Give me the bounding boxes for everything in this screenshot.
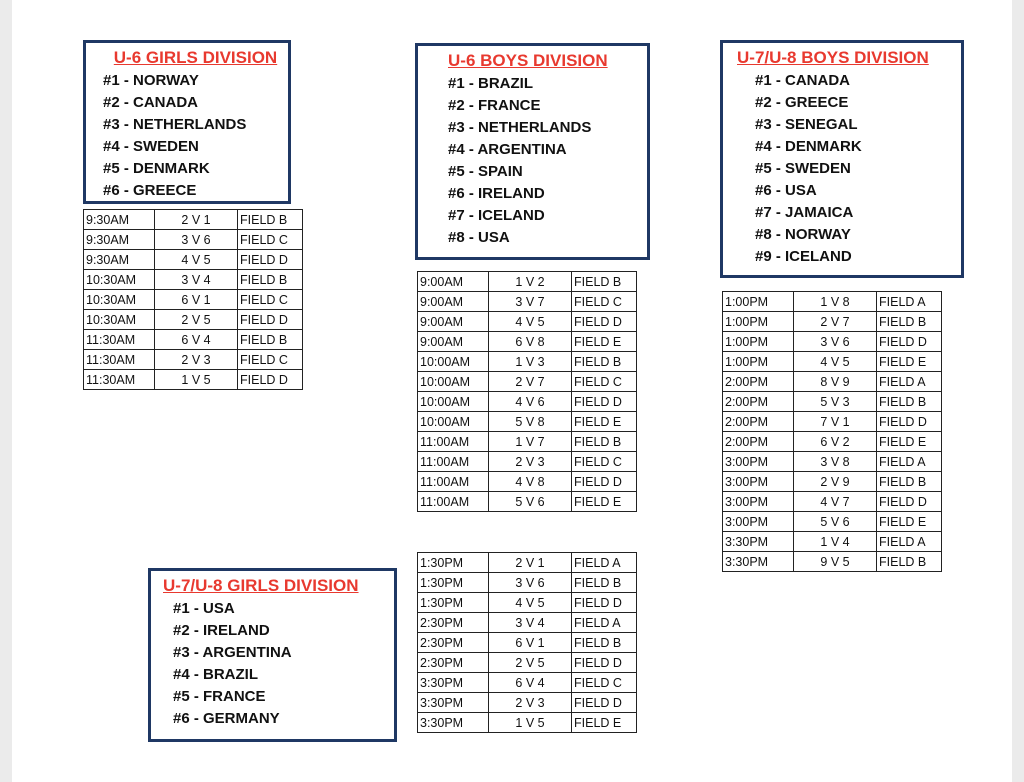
team-entry: #1 - CANADA — [755, 72, 851, 89]
field-cell: FIELD D — [238, 310, 303, 330]
game-time-cell: 3:30PM — [418, 673, 489, 693]
game-time-cell: 9:30AM — [84, 230, 155, 250]
game-time-cell: 2:00PM — [723, 392, 794, 412]
matchup-cell: 4 V 8 — [489, 472, 572, 492]
matchup-cell: 3 V 6 — [794, 332, 877, 352]
matchup-cell: 6 V 8 — [489, 332, 572, 352]
field-cell: FIELD B — [238, 210, 303, 230]
division-title: U-6 BOYS DIVISION — [448, 51, 608, 70]
u6-girls-schedule-table — [83, 209, 303, 390]
field-cell: FIELD B — [238, 330, 303, 350]
game-time-cell: 9:00AM — [418, 332, 489, 352]
matchup-cell: 1 V 2 — [489, 272, 572, 292]
game-time-cell: 10:30AM — [84, 270, 155, 290]
team-entry: #3 - ARGENTINA — [173, 644, 292, 661]
game-time-cell: 11:00AM — [418, 472, 489, 492]
team-entry: #8 - USA — [448, 229, 510, 246]
matchup-cell: 6 V 1 — [155, 290, 238, 310]
team-entry: #4 - BRAZIL — [173, 666, 259, 683]
team-entry: #2 - IRELAND — [173, 622, 270, 639]
field-cell: FIELD A — [572, 553, 637, 573]
field-cell: FIELD C — [238, 230, 303, 250]
division-title: U-6 GIRLS DIVISION — [113, 48, 278, 67]
matchup-cell: 3 V 6 — [155, 230, 238, 250]
matchup-cell: 5 V 8 — [489, 412, 572, 432]
game-time-cell: 10:30AM — [84, 290, 155, 310]
table-row — [723, 432, 942, 452]
team-entry: #5 - FRANCE — [173, 688, 266, 705]
table-row — [84, 290, 303, 310]
matchup-cell: 2 V 3 — [489, 693, 572, 713]
game-time-cell: 10:00AM — [418, 352, 489, 372]
team-entry: #1 - USA — [173, 600, 235, 617]
game-time-cell: 3:30PM — [418, 713, 489, 733]
field-cell: FIELD D — [238, 250, 303, 270]
game-time-cell: 3:00PM — [723, 452, 794, 472]
field-cell: FIELD C — [572, 292, 637, 312]
matchup-cell: 4 V 5 — [794, 352, 877, 372]
matchup-cell: 3 V 8 — [794, 452, 877, 472]
field-cell: FIELD C — [572, 452, 637, 472]
table-row — [84, 310, 303, 330]
table-row — [723, 532, 942, 552]
field-cell: FIELD D — [877, 492, 942, 512]
team-entry: #3 - SENEGAL — [755, 116, 858, 133]
field-cell: FIELD D — [877, 332, 942, 352]
game-time-cell: 11:30AM — [84, 350, 155, 370]
matchup-cell: 2 V 7 — [794, 312, 877, 332]
field-cell: FIELD B — [877, 552, 942, 572]
table-row — [418, 272, 637, 292]
field-cell: FIELD D — [572, 392, 637, 412]
matchup-cell: 1 V 5 — [155, 370, 238, 390]
matchup-cell: 1 V 3 — [489, 352, 572, 372]
field-cell: FIELD A — [877, 532, 942, 552]
table-row — [723, 412, 942, 432]
u6-boys-division-box — [415, 43, 650, 260]
matchup-cell: 2 V 7 — [489, 372, 572, 392]
matchup-cell: 8 V 9 — [794, 372, 877, 392]
matchup-cell: 2 V 1 — [155, 210, 238, 230]
team-entry: #6 - GERMANY — [173, 710, 280, 727]
team-list — [448, 73, 647, 249]
game-time-cell: 11:00AM — [418, 492, 489, 512]
field-cell: FIELD A — [877, 452, 942, 472]
team-entry: #1 - BRAZIL — [448, 75, 534, 92]
table-row — [84, 250, 303, 270]
table-row — [84, 230, 303, 250]
table-row — [84, 210, 303, 230]
matchup-cell: 2 V 9 — [794, 472, 877, 492]
matchup-cell: 9 V 5 — [794, 552, 877, 572]
team-entry: #2 - FRANCE — [448, 97, 541, 114]
table-row — [723, 372, 942, 392]
table-row — [418, 412, 637, 432]
team-entry: #5 - SWEDEN — [755, 160, 851, 177]
team-entry: #3 - NETHERLANDS — [448, 119, 592, 136]
field-cell: FIELD B — [572, 573, 637, 593]
team-list — [755, 70, 961, 268]
team-entry: #4 - DENMARK — [755, 138, 862, 155]
field-cell: FIELD D — [238, 370, 303, 390]
matchup-cell: 4 V 6 — [489, 392, 572, 412]
game-time-cell: 1:00PM — [723, 292, 794, 312]
field-cell: FIELD B — [572, 633, 637, 653]
table-row — [723, 292, 942, 312]
u6-girls-division-box — [83, 40, 291, 204]
field-cell: FIELD D — [572, 472, 637, 492]
team-entry: #3 - NETHERLANDS — [103, 116, 247, 133]
matchup-cell: 5 V 6 — [489, 492, 572, 512]
field-cell: FIELD D — [572, 312, 637, 332]
field-cell: FIELD E — [572, 492, 637, 512]
matchup-cell: 2 V 1 — [489, 553, 572, 573]
table-row — [418, 653, 637, 673]
team-entry: #7 - ICELAND — [448, 207, 545, 224]
game-time-cell: 9:00AM — [418, 292, 489, 312]
matchup-cell: 6 V 4 — [155, 330, 238, 350]
field-cell: FIELD E — [877, 432, 942, 452]
u6-boys-schedule-table — [417, 271, 637, 512]
team-entry: #1 - NORWAY — [103, 72, 199, 89]
game-time-cell: 2:30PM — [418, 653, 489, 673]
game-time-cell: 11:30AM — [84, 330, 155, 350]
game-time-cell: 1:00PM — [723, 352, 794, 372]
field-cell: FIELD E — [877, 512, 942, 532]
team-entry: #6 - USA — [755, 182, 817, 199]
game-time-cell: 11:30AM — [84, 370, 155, 390]
table-row — [723, 312, 942, 332]
matchup-cell: 3 V 6 — [489, 573, 572, 593]
game-time-cell: 1:00PM — [723, 332, 794, 352]
game-time-cell: 2:00PM — [723, 412, 794, 432]
game-time-cell: 2:00PM — [723, 372, 794, 392]
field-cell: FIELD B — [877, 392, 942, 412]
table-row — [418, 713, 637, 733]
game-time-cell: 2:00PM — [723, 432, 794, 452]
team-entry: #5 - SPAIN — [448, 163, 523, 180]
matchup-cell: 4 V 5 — [489, 593, 572, 613]
matchup-cell: 1 V 4 — [794, 532, 877, 552]
game-time-cell: 2:30PM — [418, 633, 489, 653]
matchup-cell: 6 V 4 — [489, 673, 572, 693]
game-time-cell: 2:30PM — [418, 613, 489, 633]
team-list — [103, 70, 288, 202]
field-cell: FIELD C — [238, 350, 303, 370]
field-cell: FIELD C — [238, 290, 303, 310]
field-cell: FIELD B — [877, 312, 942, 332]
table-row — [723, 492, 942, 512]
game-time-cell: 1:30PM — [418, 553, 489, 573]
table-row — [418, 573, 637, 593]
table-row — [418, 673, 637, 693]
team-entry: #2 - GREECE — [755, 94, 849, 111]
matchup-cell: 3 V 4 — [489, 613, 572, 633]
table-row — [723, 512, 942, 532]
team-entry: #4 - ARGENTINA — [448, 141, 567, 158]
matchup-cell: 3 V 7 — [489, 292, 572, 312]
table-row — [418, 352, 637, 372]
field-cell: FIELD A — [877, 292, 942, 312]
matchup-cell: 6 V 1 — [489, 633, 572, 653]
game-time-cell: 10:00AM — [418, 412, 489, 432]
table-row — [723, 552, 942, 572]
game-time-cell: 11:00AM — [418, 452, 489, 472]
table-row — [418, 292, 637, 312]
game-time-cell: 3:30PM — [723, 532, 794, 552]
table-row — [418, 593, 637, 613]
team-entry: #6 - GREECE — [103, 182, 197, 199]
u78-boys-division-box — [720, 40, 964, 278]
matchup-cell: 5 V 6 — [794, 512, 877, 532]
matchup-cell: 4 V 5 — [155, 250, 238, 270]
field-cell: FIELD E — [572, 713, 637, 733]
field-cell: FIELD D — [572, 693, 637, 713]
matchup-cell: 4 V 5 — [489, 312, 572, 332]
game-time-cell: 11:00AM — [418, 432, 489, 452]
field-cell: FIELD B — [572, 352, 637, 372]
game-time-cell: 3:30PM — [418, 693, 489, 713]
table-row — [84, 370, 303, 390]
game-time-cell: 9:00AM — [418, 312, 489, 332]
matchup-cell: 1 V 8 — [794, 292, 877, 312]
matchup-cell: 3 V 4 — [155, 270, 238, 290]
table-row — [84, 270, 303, 290]
matchup-cell: 2 V 3 — [489, 452, 572, 472]
game-time-cell: 9:30AM — [84, 250, 155, 270]
table-row — [418, 492, 637, 512]
field-cell: FIELD A — [572, 613, 637, 633]
matchup-cell: 2 V 5 — [489, 653, 572, 673]
matchup-cell: 1 V 5 — [489, 713, 572, 733]
table-row — [418, 372, 637, 392]
table-row — [84, 330, 303, 350]
game-time-cell: 3:00PM — [723, 512, 794, 532]
table-row — [418, 553, 637, 573]
game-time-cell: 9:30AM — [84, 210, 155, 230]
game-time-cell: 3:30PM — [723, 552, 794, 572]
matchup-cell: 4 V 7 — [794, 492, 877, 512]
matchup-cell: 2 V 5 — [155, 310, 238, 330]
matchup-cell: 7 V 1 — [794, 412, 877, 432]
u78-girls-division-box — [148, 568, 397, 742]
table-row — [418, 452, 637, 472]
division-title: U-7/U-8 GIRLS DIVISION — [163, 576, 359, 595]
table-row — [418, 312, 637, 332]
game-time-cell: 1:30PM — [418, 573, 489, 593]
game-time-cell: 3:00PM — [723, 492, 794, 512]
field-cell: FIELD C — [572, 372, 637, 392]
table-row — [723, 452, 942, 472]
table-row — [418, 613, 637, 633]
table-row — [418, 432, 637, 452]
field-cell: FIELD A — [877, 372, 942, 392]
u78-boys-schedule-table — [722, 291, 942, 572]
table-row — [723, 332, 942, 352]
field-cell: FIELD D — [572, 593, 637, 613]
game-time-cell: 9:00AM — [418, 272, 489, 292]
table-row — [723, 472, 942, 492]
table-row — [418, 392, 637, 412]
game-time-cell: 1:30PM — [418, 593, 489, 613]
field-cell: FIELD E — [572, 412, 637, 432]
game-time-cell: 10:30AM — [84, 310, 155, 330]
field-cell: FIELD B — [572, 432, 637, 452]
field-cell: FIELD C — [572, 673, 637, 693]
team-entry: #4 - SWEDEN — [103, 138, 199, 155]
field-cell: FIELD B — [877, 472, 942, 492]
division-title: U-7/U-8 BOYS DIVISION — [737, 48, 929, 67]
table-row — [418, 332, 637, 352]
matchup-cell: 1 V 7 — [489, 432, 572, 452]
u78-girls-schedule-table — [417, 552, 637, 733]
team-entry: #2 - CANADA — [103, 94, 199, 111]
schedule-sheet — [12, 0, 1012, 782]
team-entry: #5 - DENMARK — [103, 160, 210, 177]
field-cell: FIELD D — [572, 653, 637, 673]
team-entry: #6 - IRELAND — [448, 185, 545, 202]
game-time-cell: 1:00PM — [723, 312, 794, 332]
matchup-cell: 5 V 3 — [794, 392, 877, 412]
table-row — [84, 350, 303, 370]
table-row — [723, 352, 942, 372]
team-entry: #7 - JAMAICA — [755, 204, 854, 221]
team-entry: #9 - ICELAND — [755, 248, 852, 265]
game-time-cell: 3:00PM — [723, 472, 794, 492]
matchup-cell: 6 V 2 — [794, 432, 877, 452]
field-cell: FIELD B — [238, 270, 303, 290]
table-row — [418, 633, 637, 653]
field-cell: FIELD E — [877, 352, 942, 372]
game-time-cell: 10:00AM — [418, 392, 489, 412]
team-list — [173, 598, 394, 730]
matchup-cell: 2 V 3 — [155, 350, 238, 370]
game-time-cell: 10:00AM — [418, 372, 489, 392]
team-entry: #8 - NORWAY — [755, 226, 851, 243]
field-cell: FIELD D — [877, 412, 942, 432]
field-cell: FIELD E — [572, 332, 637, 352]
table-row — [723, 392, 942, 412]
table-row — [418, 472, 637, 492]
table-row — [418, 693, 637, 713]
field-cell: FIELD B — [572, 272, 637, 292]
